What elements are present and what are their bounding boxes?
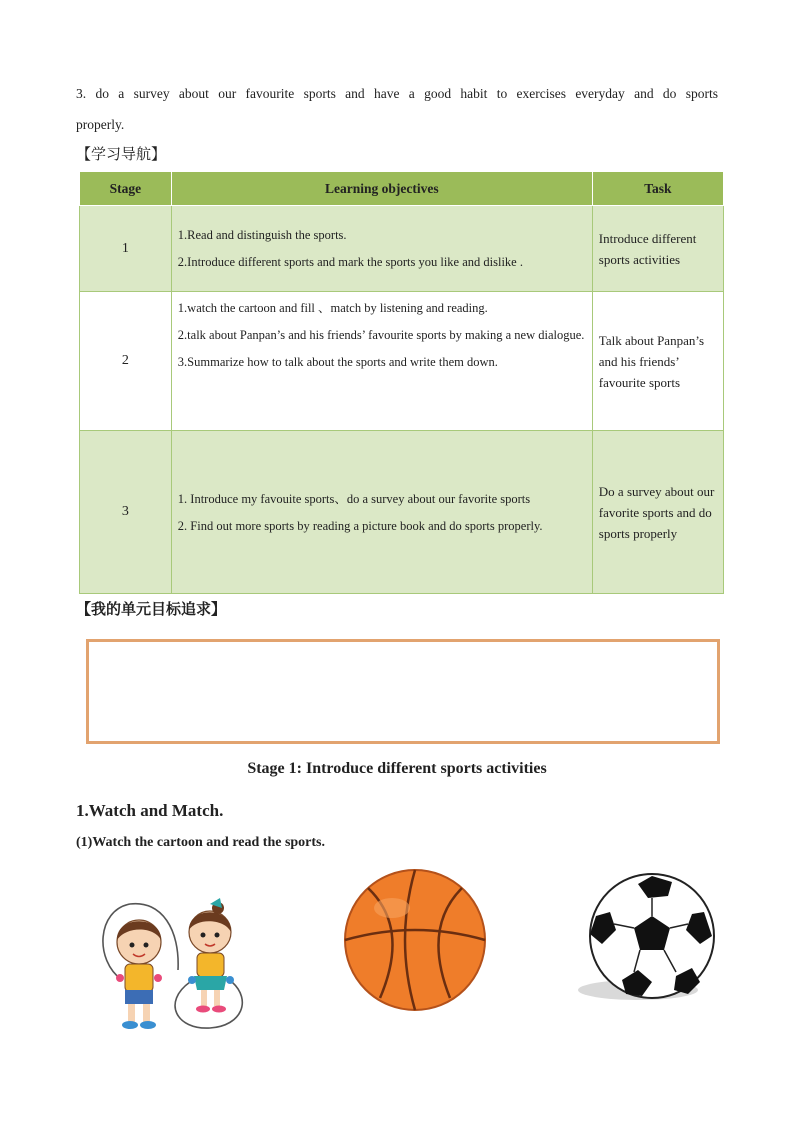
stage-cell: 3 <box>80 431 172 594</box>
table-row <box>80 206 724 292</box>
objective-item: 3.Summarize how to talk about the sports and write them down. <box>177 355 498 369</box>
objective-item: 2.Introduce different sports and mark the sports you like and dislike . <box>177 255 523 269</box>
table-row <box>80 431 724 594</box>
study-guide-title: 【学习导航】 <box>76 145 167 163</box>
unit-goal-answer-box[interactable] <box>86 639 720 744</box>
intro-text: 3. do a survey about our favourite sports and have a good habit to exercises everyday and do sports properly. <box>76 86 718 132</box>
objective-item: 2. Find out more sports by reading a picture book and do sports properly. <box>177 518 543 533</box>
unit-goal-title: 【我的单元目标追求】 <box>76 600 227 618</box>
header-task: Task <box>592 172 723 206</box>
objective-item: 2.talk about Panpan’s and his friends’ favourite sports by making a new dialogue. <box>177 328 585 342</box>
table-header-row <box>80 172 724 206</box>
learning-plan-table <box>79 171 724 594</box>
objective-item: 1. Introduce my favouite sports、do a survey about our favorite sports <box>177 491 531 506</box>
objectives-cell <box>171 431 592 594</box>
sub-title: (1)Watch the cartoon and read the sports. <box>76 835 326 850</box>
task-cell: Do a survey about our favorite sports and do sports properly <box>592 431 723 594</box>
basketball-illustration <box>340 868 490 1012</box>
objective-item: 1.Read and distinguish the sports. <box>177 228 347 242</box>
stage-cell: 2 <box>80 292 172 431</box>
task-cell: Talk about Panpan’s and his friends’ favourite sports <box>592 292 723 431</box>
stage-heading: Stage 1: Introduce different sports activities <box>247 760 547 777</box>
section-title: 1.Watch and Match. <box>76 801 224 820</box>
objectives-cell <box>171 206 592 292</box>
objective-item: 1.watch the cartoon and fill 、match by listening and reading. <box>177 301 488 315</box>
objectives-cell <box>171 292 592 431</box>
stage-cell: 1 <box>80 206 172 292</box>
header-stage: Stage <box>80 172 172 206</box>
header-objectives: Learning objectives <box>171 172 592 206</box>
task-cell: Introduce different sports activities <box>592 206 723 292</box>
table-row <box>80 292 724 431</box>
football-illustration <box>576 872 718 1004</box>
jump-rope-kids-illustration <box>92 890 262 1038</box>
